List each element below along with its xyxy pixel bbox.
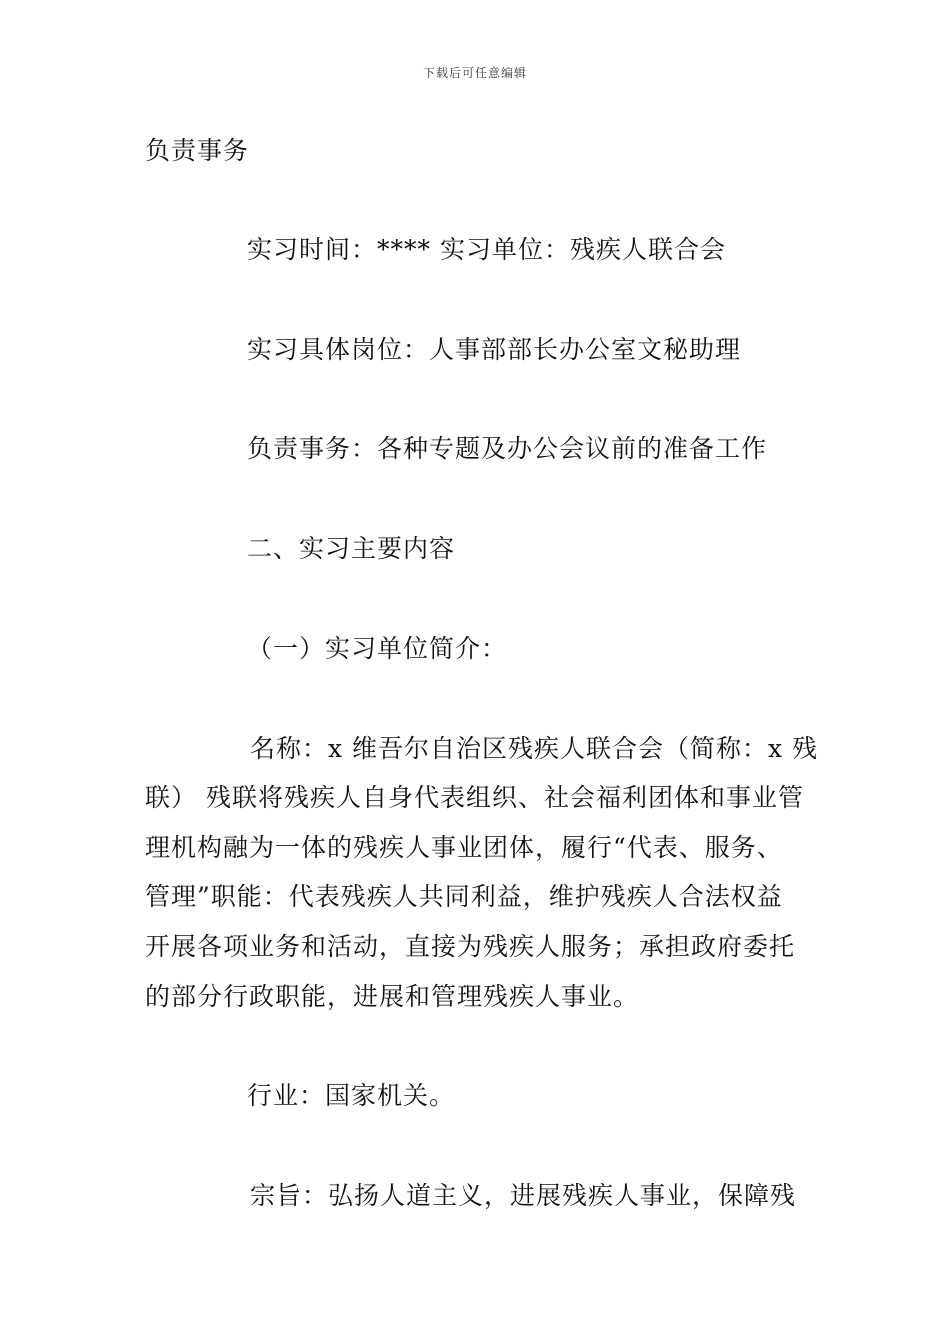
paragraph-purpose: 宗旨：弘扬人道主义，进展残疾人事业，保障残: [250, 1181, 797, 1210]
page-header: 下载后可任意编辑: [422, 66, 527, 80]
internship-position: 实习具体岗位：人事部部长办公室文秘助理: [247, 335, 742, 364]
paragraph-name-line-3: 理机构融为一体的残疾人事业团体，履行“代表、服务、: [145, 833, 783, 862]
paragraph-name-line-1: 名称：x 维吾尔自治区残疾人联合会（简称：x 残: [250, 734, 819, 763]
responsibilities-detail: 负责事务：各种专题及办公会议前的准备工作: [247, 434, 768, 463]
section-heading-responsibilities: 负责事务: [145, 136, 250, 165]
paragraph-industry: 行业：国家机关。: [247, 1081, 456, 1110]
internship-time-unit: 实习时间：**** 实习单位：残疾人联合会: [247, 235, 726, 264]
paragraph-name-line-2: 联） 残联将残疾人自身代表组织、社会福利团体和事业管: [145, 783, 804, 812]
paragraph-name-line-5: 开展各项业务和活动，直接为残疾人服务；承担政府委托: [145, 932, 796, 961]
subsection-heading-unit-intro: （一）实习单位简介：: [247, 634, 508, 663]
section-heading-main-content: 二、实习主要内容: [247, 534, 456, 563]
paragraph-name-line-6: 的部分行政职能，进展和管理残疾人事业。: [145, 982, 640, 1011]
paragraph-name-line-4: 管理”职能：代表残疾人共同利益，维护残疾人合法权益: [145, 882, 783, 911]
